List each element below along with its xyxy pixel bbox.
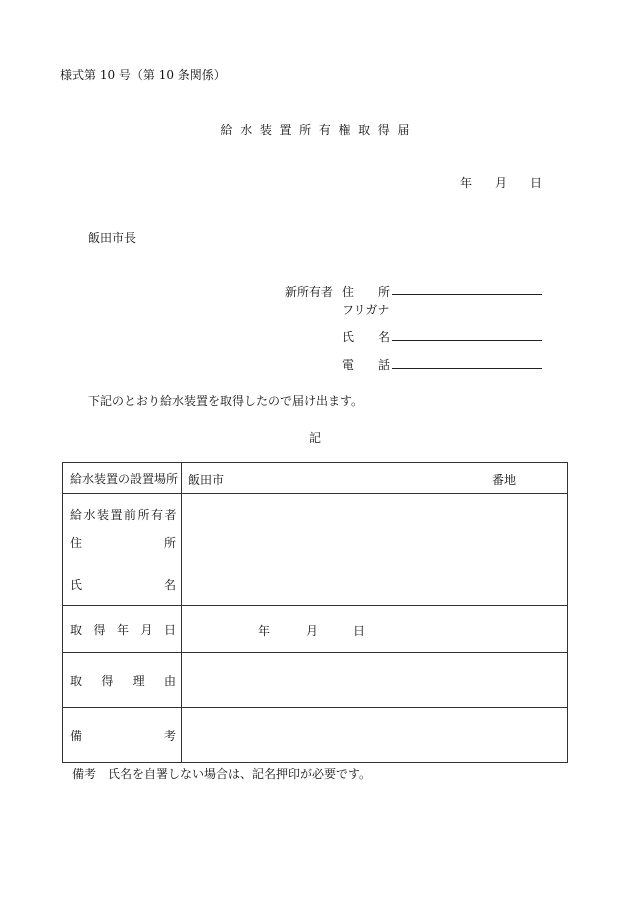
new-owner-label: 新所有者 xyxy=(285,285,334,299)
document-title: 給 水 装 置 所 有 権 取 得 届 xyxy=(220,123,410,137)
location-label: 給水装置の設置場所 xyxy=(70,471,179,486)
prev-address-label: 住 所 xyxy=(70,536,176,550)
remarks-value-cell[interactable] xyxy=(182,708,568,763)
table-row-remarks xyxy=(63,708,568,763)
table-row-previous-owner xyxy=(63,494,568,606)
form-number: 様式第 10 号（第 10 条関係） xyxy=(60,68,226,82)
previous-owner-label-cell xyxy=(63,494,182,606)
name-label-2: 名 xyxy=(378,330,391,344)
remarks-label: 備 考 xyxy=(70,728,176,743)
acq-day-label: 日 xyxy=(353,624,366,638)
location-banchi: 番地 xyxy=(492,473,517,487)
location-city: 飯田市 xyxy=(188,473,225,487)
reason-label: 取 得 理 由 xyxy=(70,673,176,688)
acq-year-label: 年 xyxy=(258,624,271,638)
ki-heading: 記 xyxy=(308,431,321,445)
acquisition-date-label-cell xyxy=(63,606,182,653)
phone-input-line[interactable] xyxy=(392,368,542,369)
name-label-1: 氏 xyxy=(342,330,355,344)
table-row-reason xyxy=(63,653,568,708)
table-row-location xyxy=(63,463,568,494)
table-row-acquisition-date xyxy=(63,606,568,653)
acq-month-label: 月 xyxy=(306,624,319,638)
location-value-cell[interactable] xyxy=(182,463,568,494)
addressee: 飯田市長 xyxy=(88,231,137,245)
date-month-label: 月 xyxy=(495,176,508,190)
previous-owner-value-cell[interactable] xyxy=(182,494,568,606)
phone-label-2: 話 xyxy=(378,358,391,372)
address-label-2: 所 xyxy=(378,285,391,299)
address-label-1: 住 xyxy=(342,285,355,299)
location-label-cell xyxy=(63,463,182,494)
acquisition-date-label: 取 得 年 月 日 xyxy=(70,622,176,637)
date-year-label: 年 xyxy=(460,176,473,190)
reason-value-cell[interactable] xyxy=(182,653,568,708)
name-input-line[interactable] xyxy=(392,340,542,341)
statement: 下記のとおり給水装置を取得したので届け出ます。 xyxy=(88,394,364,408)
phone-label-1: 電 xyxy=(342,358,355,372)
footnote: 備考 氏名を自署しない場合は、記名押印が必要です。 xyxy=(72,767,372,781)
date-day-label: 日 xyxy=(530,176,543,190)
furigana-label: フリガナ xyxy=(342,303,390,317)
address-input-line[interactable] xyxy=(392,294,542,295)
acquisition-date-value-cell[interactable] xyxy=(182,606,568,653)
reason-label-cell xyxy=(63,653,182,708)
remarks-label-cell xyxy=(63,708,182,763)
detail-table xyxy=(62,462,568,763)
previous-owner-label: 給水装置前所有者 xyxy=(70,508,179,522)
prev-name-label: 氏 名 xyxy=(70,578,176,592)
